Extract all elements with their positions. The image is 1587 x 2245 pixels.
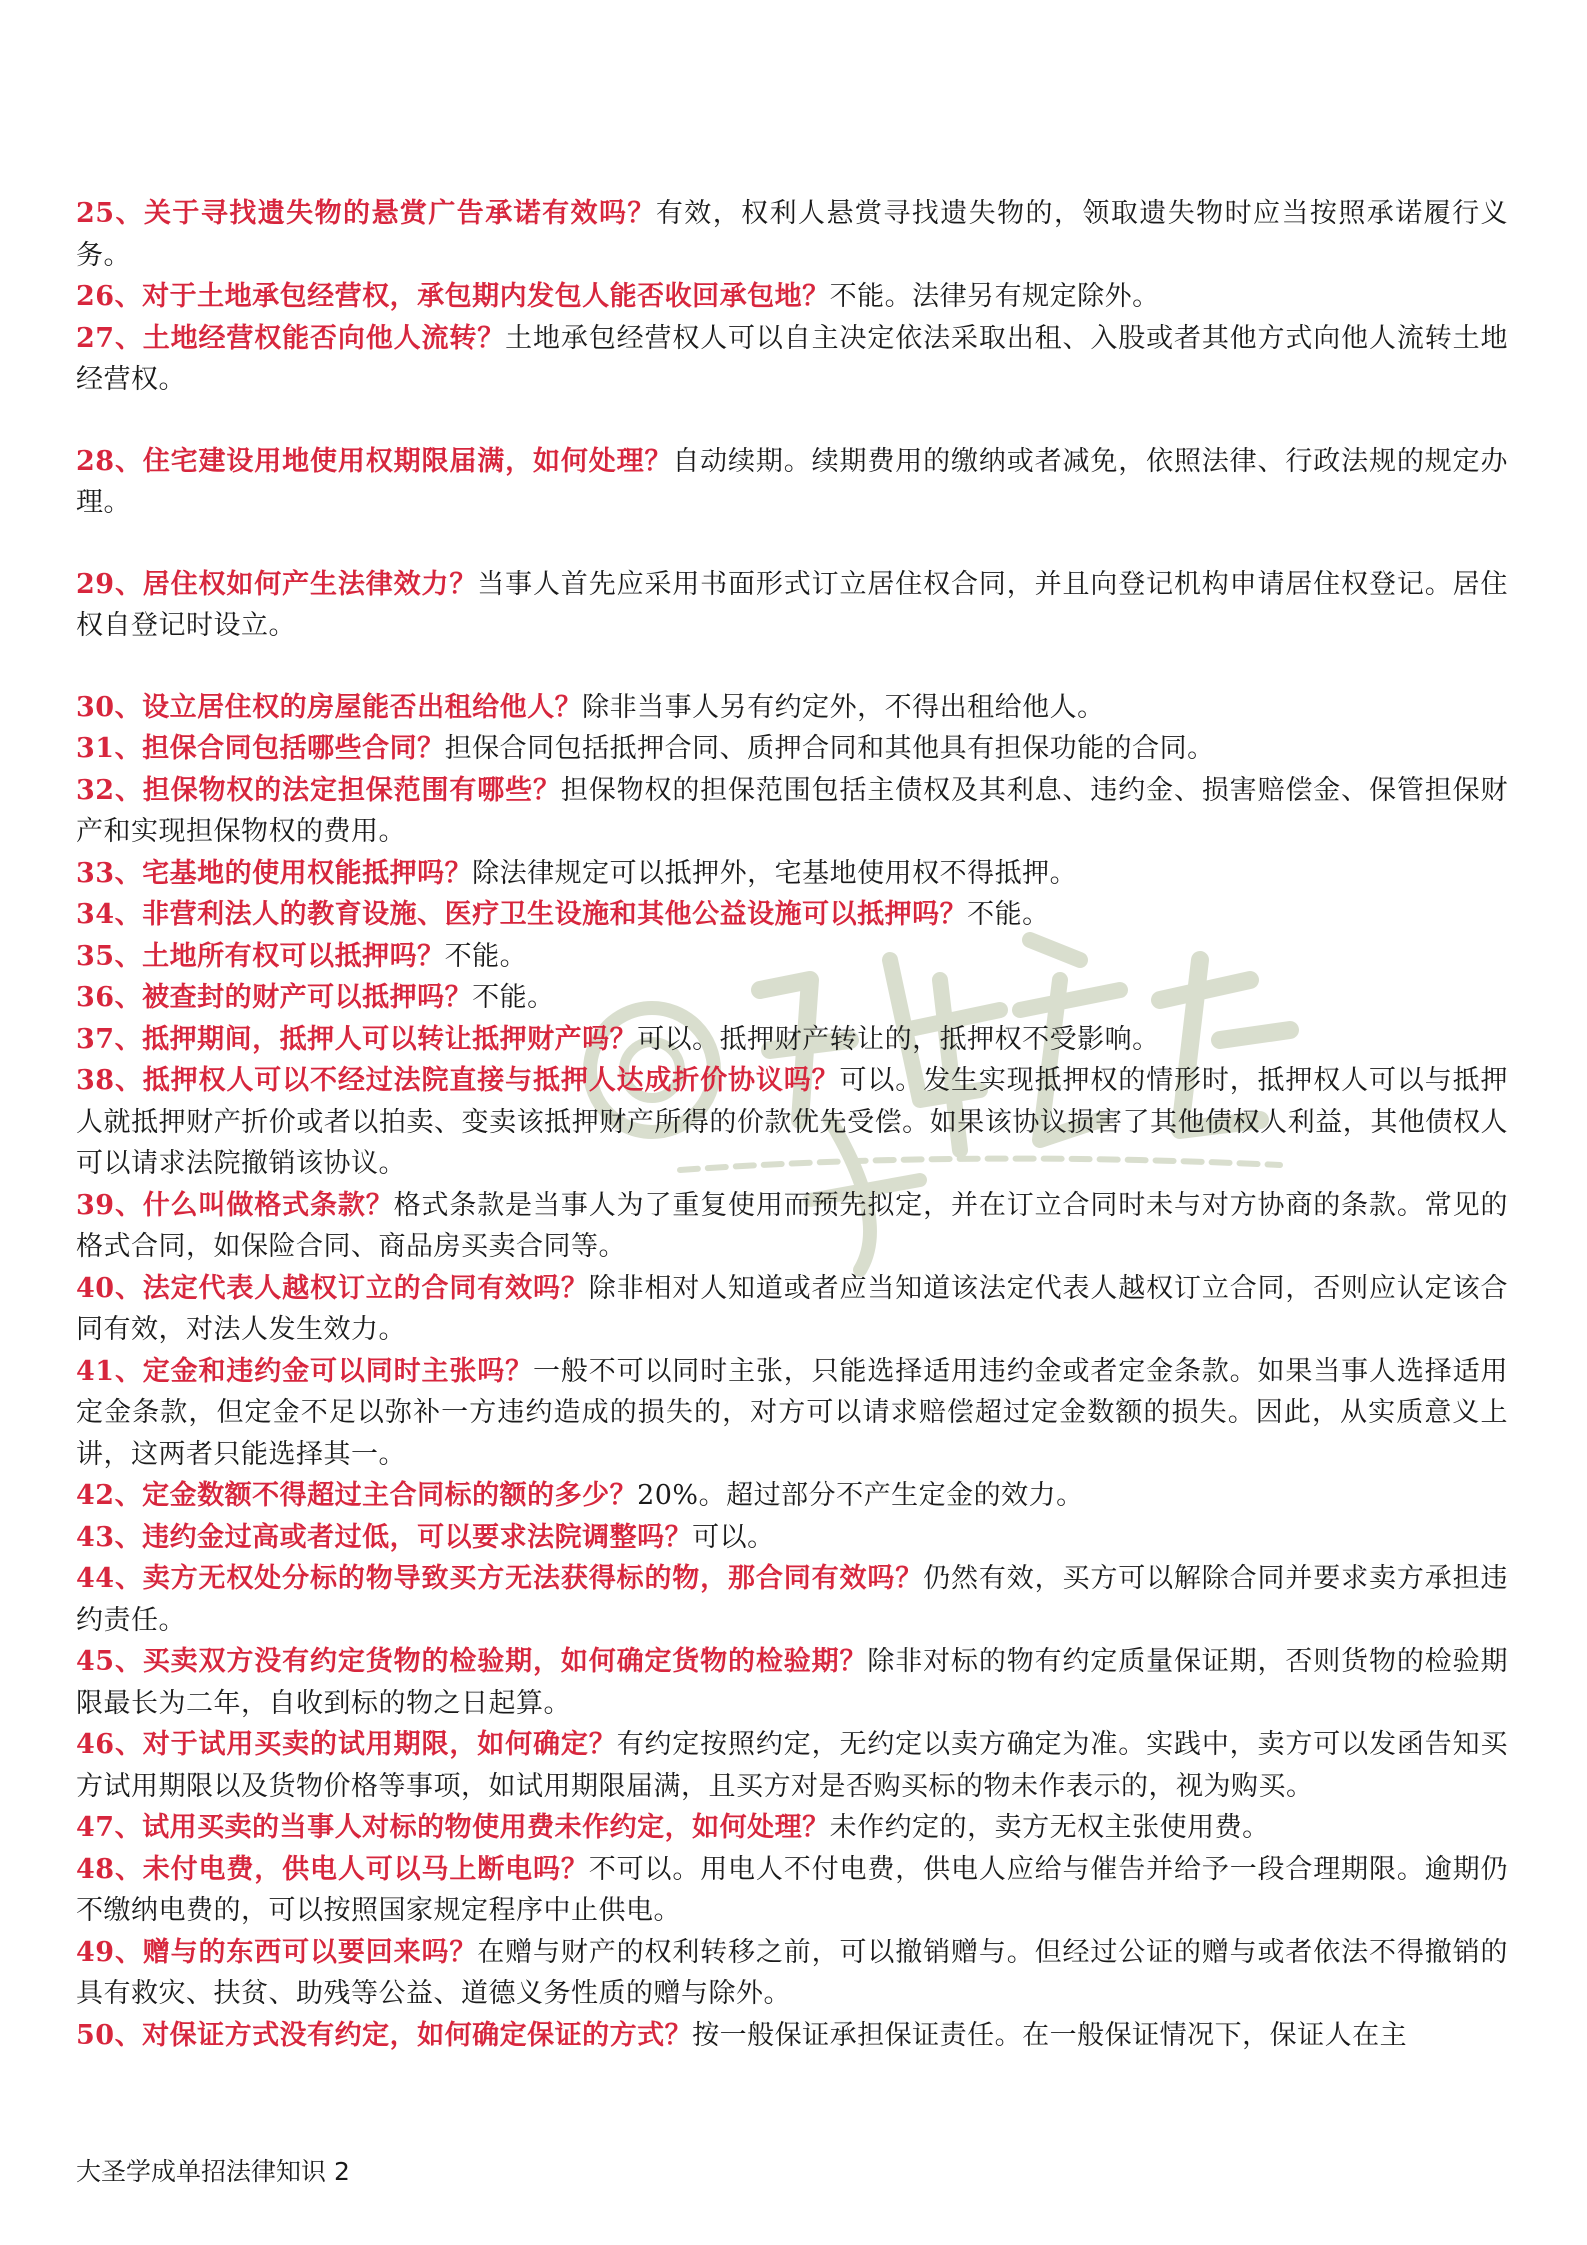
answer: 除非对标的物有约定质量保证期，否则货物的检验期限最长为二年，自收到标的物之日起算。 <box>76 1646 1508 1719</box>
qa-item-31 <box>76 728 1508 770</box>
question: 45、买卖双方没有约定货物的检验期，如何确定货物的检验期？ <box>76 1646 868 1677</box>
question: 26、对于土地承包经营权，承包期内发包人能否收回承包地？ <box>76 281 830 312</box>
qa-item-25 <box>76 193 1508 276</box>
answer: 当事人首先应采用书面形式订立居住权合同，并且向登记机构申请居住权登记。居住权自登记时设立。 <box>76 568 1508 641</box>
question: 25、关于寻找遗失物的悬赏广告承诺有效吗？ <box>76 198 656 229</box>
qa-item-29 <box>76 564 1508 647</box>
qa-item-44 <box>76 1558 1508 1641</box>
answer: 除非相对人知道或者应当知道该法定代表人越权订立合同，否则应认定该合同有效，对法人发生效力。 <box>76 1272 1509 1345</box>
qa-item-34 <box>76 894 1508 936</box>
question: 38、抵押权人可以不经过法院直接与抵押人达成折价协议吗？ <box>76 1065 840 1096</box>
qa-item-43 <box>76 1517 1508 1559</box>
question: 40、法定代表人越权订立的合同有效吗？ <box>76 1272 589 1304</box>
question: 47、试用买卖的当事人对标的物使用费未作约定，如何处理？ <box>76 1812 830 1843</box>
question: 43、违约金过高或者过低，可以要求法院调整吗？ <box>76 1521 693 1553</box>
question: 48、未付电费，供电人可以马上断电吗？ <box>76 1853 589 1885</box>
qa-item-41 <box>76 1351 1508 1476</box>
answer: 土地承包经营权人可以自主决定依法采取出租、入股或者其他方式向他人流转土地经营权。 <box>76 322 1509 395</box>
page-footer: 大圣学成单招法律知识 2 <box>76 2157 350 2186</box>
qa-item-27 <box>76 318 1508 401</box>
question: 34、非营利法人的教育设施、医疗卫生设施和其他公益设施可以抵押吗？ <box>76 899 968 930</box>
question: 42、定金数额不得超过主合同标的额的多少？ <box>76 1480 638 1511</box>
qa-item-30 <box>76 687 1508 729</box>
question: 32、担保物权的法定担保范围有哪些？ <box>76 774 561 806</box>
question: 30、设立居住权的房屋能否出租给他人？ <box>76 691 583 723</box>
question: 41、定金和违约金可以同时主张吗？ <box>76 1355 533 1387</box>
answer: 在赠与财产的权利转移之前，可以撤销赠与。但经过公证的赠与或者依法不得撤销的具有救灾、扶贫、助残等公益、道德义务性质的赠与除外。 <box>76 1936 1508 2009</box>
qa-item-33 <box>76 853 1508 895</box>
answer: 格式条款是当事人为了重复使用而预先拟定，并在订立合同时未与对方协商的条款。常见的格式合同，如保险合同、商品房买卖合同等。 <box>76 1189 1509 1262</box>
qa-list <box>76 193 1508 2056</box>
question: 35、土地所有权可以抵押吗？ <box>76 940 445 972</box>
answer: 按一般保证承担保证责任。在一般保证情况下，保证人在主 <box>692 2019 1408 2051</box>
qa-item-39 <box>76 1185 1508 1268</box>
question: 39、什么叫做格式条款？ <box>76 1189 394 1221</box>
question: 49、赠与的东西可以要回来吗？ <box>76 1936 478 1968</box>
qa-item-38 <box>76 1060 1508 1185</box>
answer: 除非当事人另有约定外，不得出租给他人。 <box>582 691 1105 723</box>
answer: 自动续期。续期费用的缴纳或者减免，依照法律、行政法规的规定办理。 <box>76 445 1508 518</box>
qa-item-48 <box>76 1849 1508 1932</box>
question: 28、住宅建设用地使用权期限届满，如何处理？ <box>76 445 673 477</box>
qa-item-37 <box>76 1019 1508 1061</box>
qa-item-36 <box>76 977 1508 1019</box>
answer: 有效，权利人悬赏寻找遗失物的，领取遗失物时应当按照承诺履行义务。 <box>76 198 1509 271</box>
question: 37、抵押期间，抵押人可以转让抵押财产吗？ <box>76 1023 638 1055</box>
question: 46、对于试用买卖的试用期限，如何确定？ <box>76 1729 617 1760</box>
qa-item-50 <box>76 2015 1508 2057</box>
answer: 不能。 <box>472 982 555 1013</box>
qa-item-40 <box>76 1268 1508 1351</box>
qa-item-42 <box>76 1475 1508 1517</box>
answer: 可以。 <box>692 1521 775 1553</box>
answer: 有约定按照约定，无约定以卖方确定为准。实践中，卖方可以发函告知买方试用期限以及货物价格等事项，如试用期限届满，且买方对是否购买标的物未作表示的，视为购买。 <box>76 1729 1508 1802</box>
question: 50、对保证方式没有约定，如何确定保证的方式？ <box>76 2019 693 2051</box>
answer: 不能。 <box>444 940 528 972</box>
answer: 20%。超过部分不产生定金的效力。 <box>637 1480 1084 1511</box>
question: 29、居住权如何产生法律效力？ <box>76 568 478 600</box>
answer: 担保物权的担保范围包括主债权及其利息、违约金、损害赔偿金、保管担保财产和实现担保物权的费用。 <box>76 774 1509 847</box>
qa-item-45 <box>76 1641 1508 1724</box>
question: 36、被查封的财产可以抵押吗？ <box>76 982 473 1013</box>
qa-item-35 <box>76 936 1508 978</box>
answer: 未作约定的，卖方无权主张使用费。 <box>829 1812 1270 1843</box>
question: 31、担保合同包括哪些合同？ <box>76 733 445 764</box>
qa-item-47 <box>76 1807 1508 1849</box>
answer: 不能。 <box>967 899 1050 930</box>
qa-item-28 <box>76 441 1508 524</box>
question: 33、宅基地的使用权能抵押吗？ <box>76 857 473 889</box>
answer: 不可以。用电人不付电费，供电人应给与催告并给予一段合理期限。逾期仍不缴纳电费的，可以按照国家规定程序中止供电。 <box>76 1853 1509 1926</box>
answer: 可以。抵押财产转让的，抵押权不受影响。 <box>637 1023 1160 1055</box>
answer: 除法律规定可以抵押外，宅基地使用权不得抵押。 <box>472 857 1078 889</box>
answer: 担保合同包括抵押合同、质押合同和其他具有担保功能的合同。 <box>444 733 1215 764</box>
answer: 不能。法律另有规定除外。 <box>829 281 1160 312</box>
question: 27、土地经营权能否向他人流转？ <box>76 322 506 354</box>
answer: 仍然有效，买方可以解除合同并要求卖方承担违约责任。 <box>76 1563 1508 1636</box>
qa-item-26 <box>76 276 1508 318</box>
question: 44、卖方无权处分标的物导致买方无法获得标的物，那合同有效吗？ <box>76 1563 924 1594</box>
qa-item-32 <box>76 770 1508 853</box>
answer: 一般不可以同时主张，只能选择适用违约金或者定金条款。如果当事人选择适用定金条款，但定金不足以弥补一方违约造成的损失的，对方可以请求赔偿超过定金数额的损失。因此，从实质意义上讲，这两者只能选择其一。 <box>76 1355 1508 1470</box>
qa-item-49 <box>76 1932 1508 2015</box>
qa-item-46 <box>76 1724 1508 1807</box>
answer: 可以。发生实现抵押权的情形时，抵押权人可以与抵押人就抵押财产折价或者以拍卖、变卖该抵押财产所得的价款优先受偿。如果该协议损害了其他债权人利益，其他债权人可以请求法院撤销该协议。 <box>76 1065 1509 1179</box>
